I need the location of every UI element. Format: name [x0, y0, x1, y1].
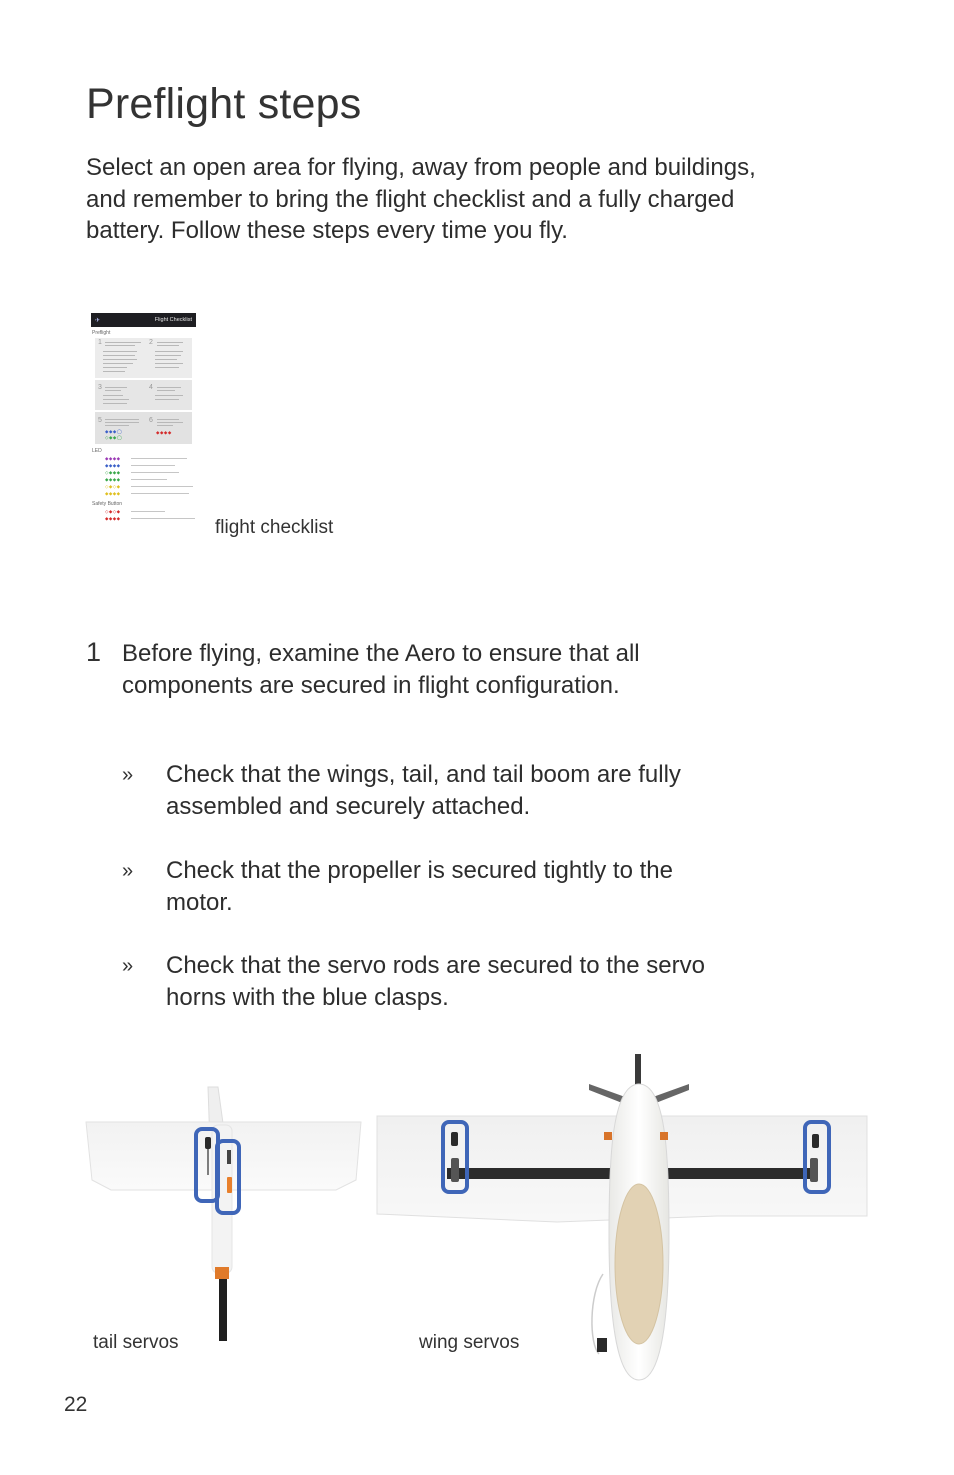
led-dots-icon: ◆◆◆◆ — [105, 455, 121, 461]
step-number: 1 — [86, 637, 102, 667]
led-dots-icon: ◆◆◆◯ — [105, 429, 123, 434]
checklist-box-steps-5-6 — [95, 412, 192, 444]
drone-logo-icon: ✈ — [95, 317, 101, 324]
step-text: Before flying, examine the Aero to ensure that all components are secured in flight configuration. — [122, 640, 640, 699]
checklist-step-number: 1 — [98, 339, 102, 346]
checklist-section-safety: Safety Button — [92, 501, 123, 507]
servo-horn-icon — [205, 1137, 211, 1149]
bullet-marker: » — [122, 860, 134, 882]
led-dots-icon: ◇◆◆◆ — [105, 469, 121, 475]
checklist-section-led: LED — [92, 448, 102, 454]
page-title: Preflight steps — [86, 80, 362, 128]
led-dots-icon: ◆◆◆◆ — [105, 476, 121, 482]
checklist-box-steps-3-4 — [95, 380, 192, 410]
tail-servos-photo — [86, 1085, 361, 1345]
servo-horn-icon — [812, 1134, 819, 1148]
checklist-step-number: 6 — [149, 417, 153, 424]
page-number: 22 — [64, 1393, 88, 1416]
led-dots-icon: ◇◆◇◆ — [105, 508, 121, 514]
safety-legend-row — [105, 515, 196, 522]
bullet-marker: » — [122, 955, 134, 977]
bullet-text: Check that the servo rods are secured to the servo horns with the blue clasps. — [166, 952, 705, 1011]
checklist-step-number: 5 — [98, 417, 102, 424]
checklist-section-preflight: Preflight — [92, 330, 111, 336]
led-legend-row — [105, 476, 196, 483]
led-legend-row — [105, 455, 196, 462]
led-dots-icon: ◇◆◆◯ — [105, 435, 123, 440]
checklist-step-number: 3 — [98, 384, 102, 391]
led-dots-icon: ◆◆◆◆ — [105, 490, 121, 496]
checklist-header-title: Flight Checklist — [154, 317, 192, 323]
led-dots-icon: ◆◆◆◆ — [105, 515, 121, 521]
led-dots-icon: ◆◆◆◆ — [105, 462, 121, 468]
servo-horn-icon — [227, 1150, 231, 1164]
bullet-text: Check that the propeller is secured tightly to the motor. — [166, 857, 673, 916]
led-legend-row — [105, 469, 196, 476]
tail-servos-caption: tail servos — [93, 1332, 179, 1353]
checklist-caption: flight checklist — [215, 517, 334, 538]
safety-legend-row — [105, 508, 196, 515]
checklist-box-steps-1-2 — [95, 338, 192, 378]
led-dots-icon: ◇◆◇◆ — [105, 483, 121, 489]
checklist-step-number: 4 — [149, 384, 153, 391]
bullet-marker: » — [122, 764, 134, 786]
led-legend-row — [105, 462, 196, 469]
intro-paragraph: Select an open area for flying, away from people and buildings, and remember to bring the flight checklist and a fully charged battery. Follow these steps every time you fly. — [86, 154, 756, 244]
wing-servos-caption: wing servos — [419, 1332, 520, 1353]
led-dots-icon: ◆◆◆◆ — [156, 430, 172, 435]
led-legend-row — [105, 483, 196, 490]
checklist-header — [91, 313, 196, 327]
flight-checklist-thumbnail — [91, 313, 196, 542]
checklist-step-number: 2 — [149, 339, 153, 346]
bullet-text: Check that the wings, tail, and tail boom are fully assembled and securely attached. — [166, 761, 681, 820]
servo-horn-icon — [451, 1132, 458, 1146]
led-legend-row — [105, 490, 196, 497]
